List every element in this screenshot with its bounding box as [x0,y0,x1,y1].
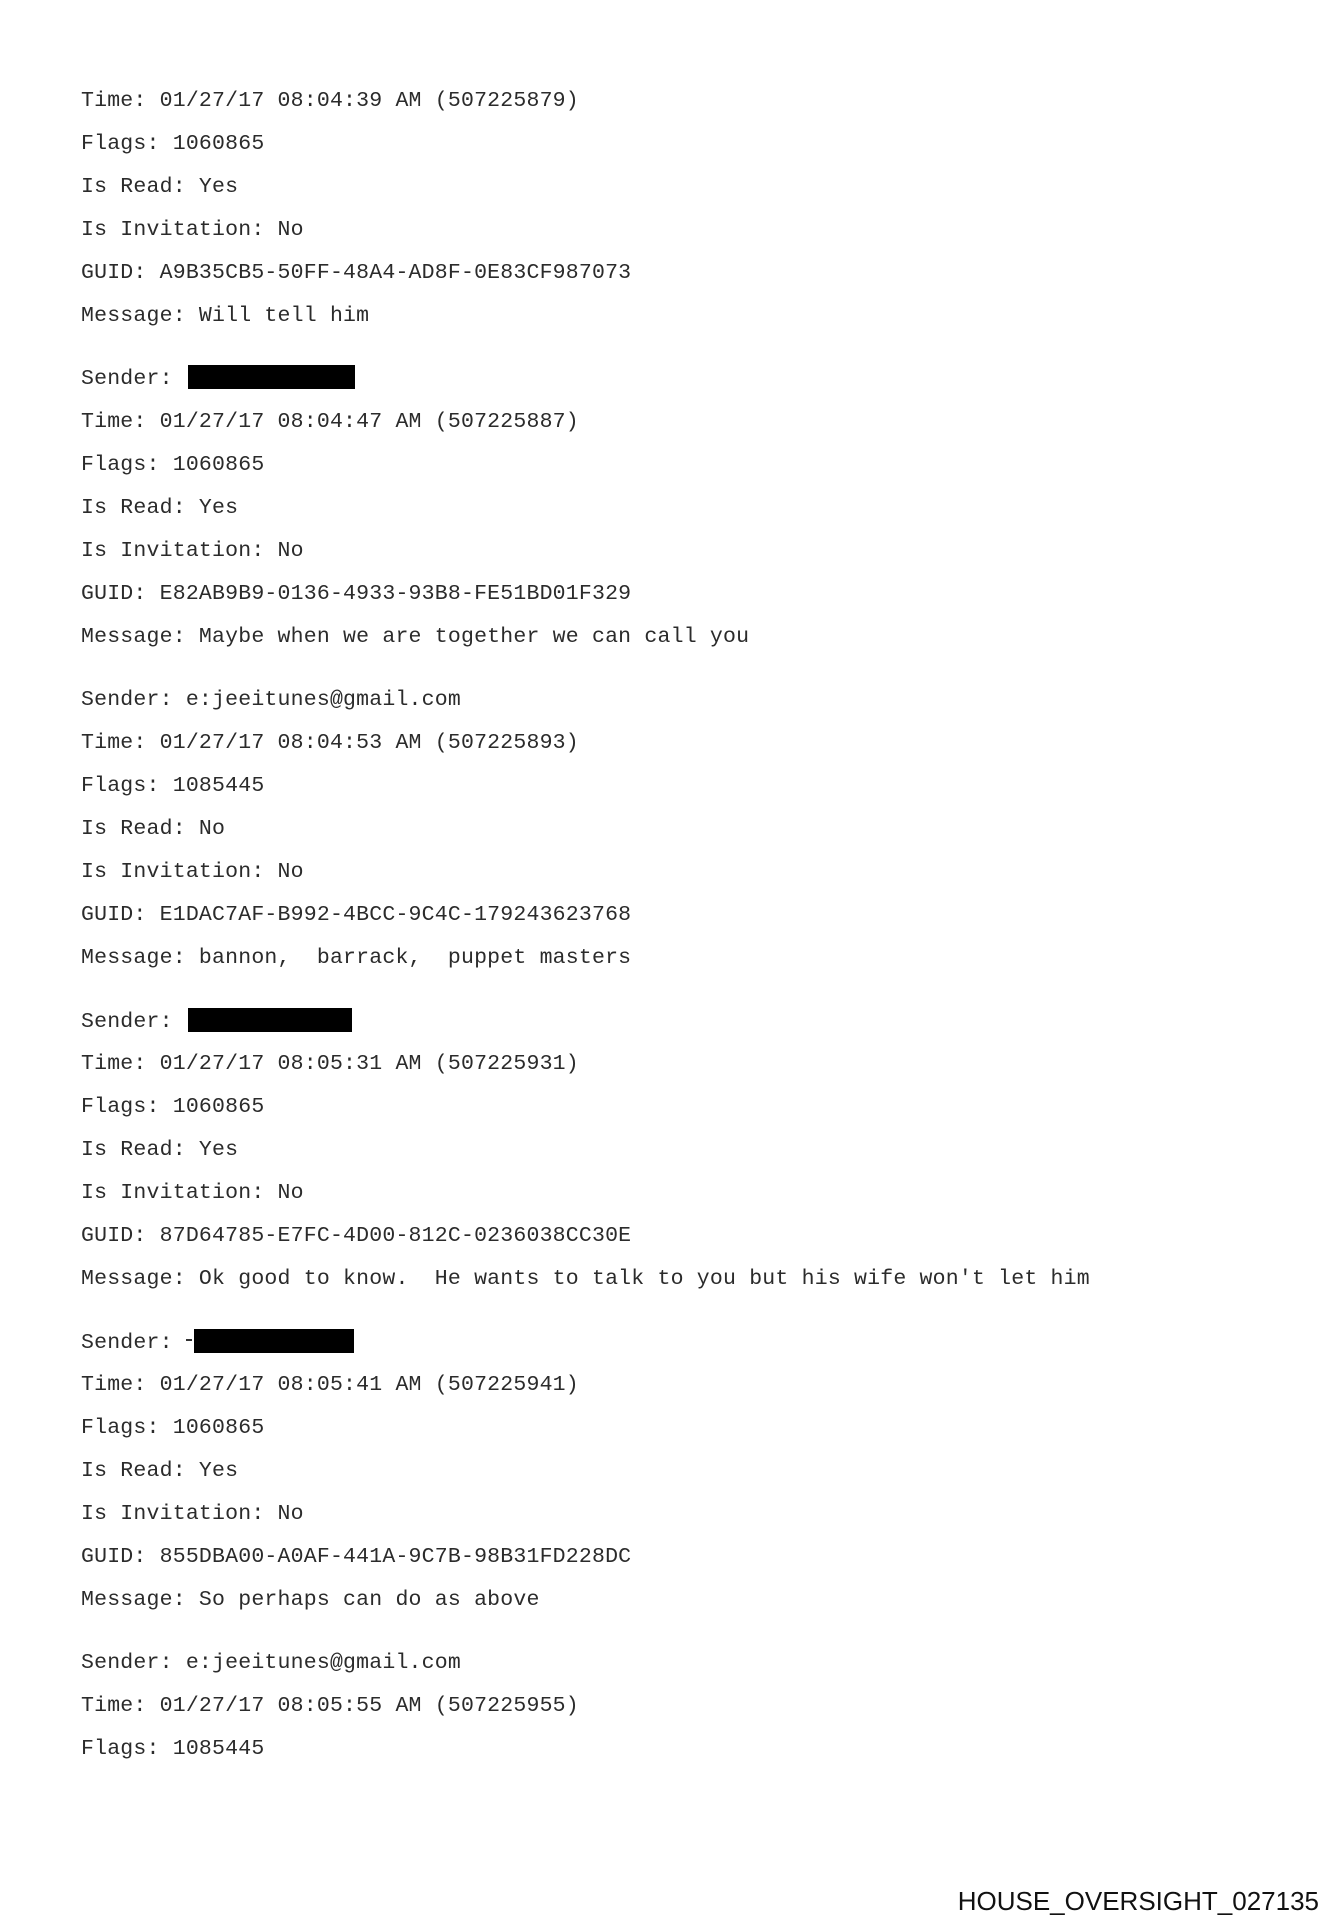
flags-line: Flags: 1060865 [81,1416,265,1440]
is-invitation-line: Is Invitation: No [81,539,304,563]
sender-label: Sender: [81,1010,186,1034]
is-invitation-line: Is Invitation: No [81,860,304,884]
time-line: Time: 01/27/17 08:05:41 AM (507225941) [81,1373,579,1397]
message-line: Message: bannon, barrack, puppet masters [81,946,632,970]
flags-line: Flags: 1085445 [81,774,265,798]
sender-label: Sender: [81,367,186,391]
sender-line [81,1329,354,1356]
sender-line [81,1008,352,1035]
redaction-box [188,1008,352,1032]
guid-line: GUID: A9B35CB5-50FF-48A4-AD8F-0E83CF987073 [81,261,632,285]
sender-line: Sender: e:jeeitunes@gmail.com [81,1651,461,1675]
is-read-line: Is Read: Yes [81,1459,239,1483]
message-line: Message: So perhaps can do as above [81,1588,540,1612]
message-line: Message: Will tell him [81,304,370,328]
is-read-line: Is Read: Yes [81,496,239,520]
bates-number: HOUSE_OVERSIGHT_027135 [957,1886,1319,1916]
sender-label: Sender: [81,1331,186,1355]
is-read-line: Is Read: No [81,817,226,841]
flags-line: Flags: 1060865 [81,453,265,477]
redaction-box [194,1329,354,1353]
is-read-line: Is Read: Yes [81,175,239,199]
guid-line: GUID: E82AB9B9-0136-4933-93B8-FE51BD01F329 [81,582,632,606]
guid-line: GUID: E1DAC7AF-B992-4BCC-9C4C-179243623768 [81,903,632,927]
time-line: Time: 01/27/17 08:04:53 AM (507225893) [81,731,579,755]
stray-mark [186,1339,192,1341]
flags-line: Flags: 1060865 [81,1095,265,1119]
time-line: Time: 01/27/17 08:04:39 AM (507225879) [81,89,579,113]
redaction-box [188,365,355,389]
is-read-line: Is Read: Yes [81,1138,239,1162]
flags-line: Flags: 1060865 [81,132,265,156]
guid-line: GUID: 855DBA00-A0AF-441A-9C7B-98B31FD228DC [81,1545,632,1569]
is-invitation-line: Is Invitation: No [81,1502,304,1526]
message-line: Message: Ok good to know. He wants to talk to you but his wife won't let him [81,1267,1090,1291]
sender-line [81,365,355,392]
time-line: Time: 01/27/17 08:05:31 AM (507225931) [81,1052,579,1076]
flags-line: Flags: 1085445 [81,1737,265,1761]
is-invitation-line: Is Invitation: No [81,218,304,242]
guid-line: GUID: 87D64785-E7FC-4D00-812C-0236038CC30E [81,1224,632,1248]
sender-line: Sender: e:jeeitunes@gmail.com [81,688,461,712]
message-line: Message: Maybe when we are together we can call you [81,625,750,649]
time-line: Time: 01/27/17 08:04:47 AM (507225887) [81,410,579,434]
is-invitation-line: Is Invitation: No [81,1181,304,1205]
time-line: Time: 01/27/17 08:05:55 AM (507225955) [81,1694,579,1718]
